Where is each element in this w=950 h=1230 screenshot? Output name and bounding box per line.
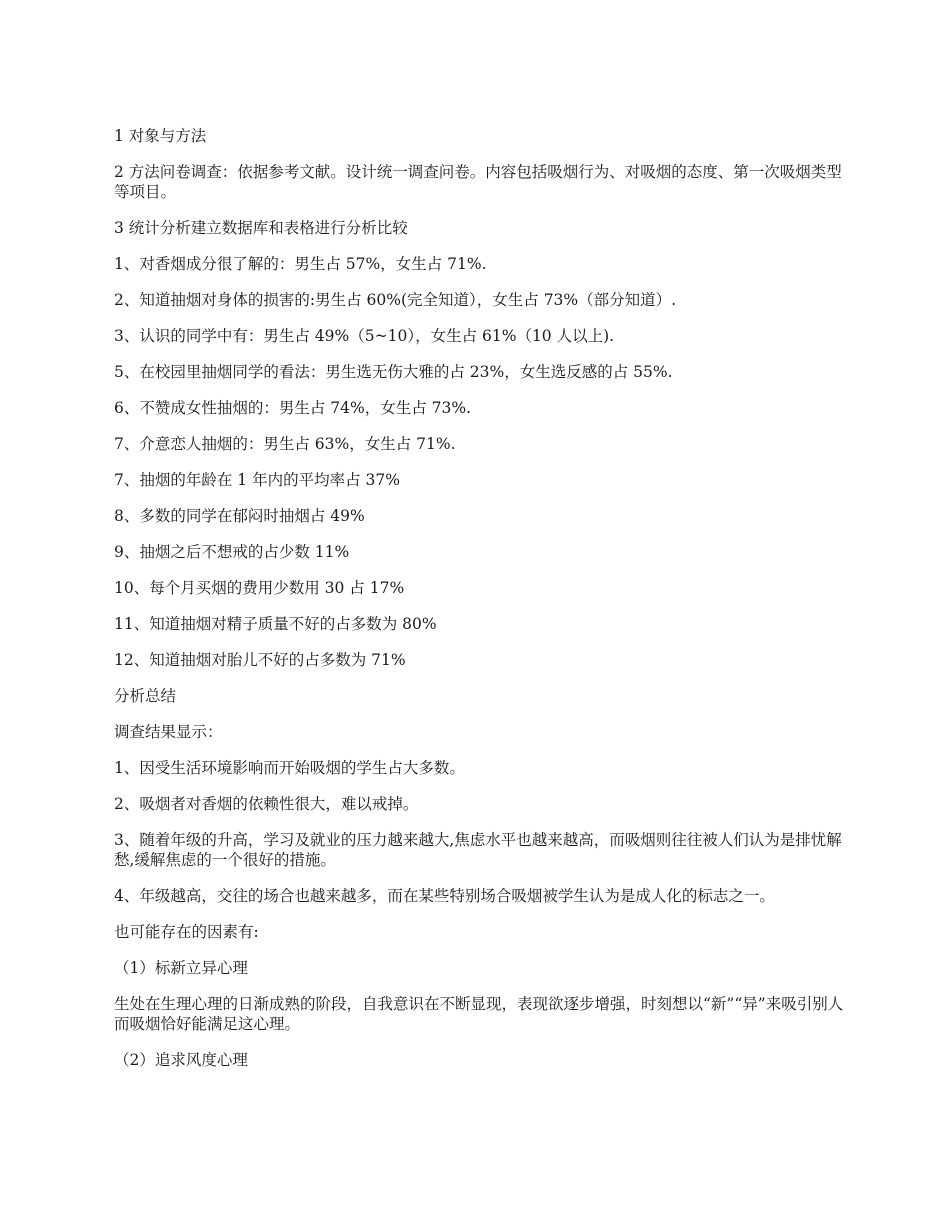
- finding-item: 1、因受生活环境影响而开始吸烟的学生占大多数。: [114, 759, 465, 777]
- result-item: 3、认识的同学中有：男生占 49%（5~10），女生占 61%（10 人以上).: [114, 327, 615, 345]
- document-body: [114, 126, 844, 1086]
- result-item: 2、知道抽烟对身体的损害的:男生占 60%(完全知道），女生占 73%（部分知道）.: [114, 291, 677, 309]
- heading-analysis-summary: 分析总结: [114, 687, 177, 705]
- paragraph-factors-intro: 也可能存在的因素有:: [114, 923, 259, 941]
- result-item: 11、知道抽烟对精子质量不好的占多数为 80%: [114, 615, 437, 633]
- finding-item: 4、年级越高，交往的场合也越来越多，而在某些特别场合吸烟被学生认为是成人化的标志之一。: [114, 887, 775, 905]
- paragraph-survey-intro: 调查结果显示：: [114, 723, 223, 741]
- factor-description: 生处在生理心理的日渐成熟的阶段，自我意识在不断显现，表现欲逐步增强，时刻想以“新”“异”来吸引别人而吸烟恰好能满足这心理。: [114, 995, 844, 1033]
- result-item: 7、抽烟的年龄在 1 年内的平均率占 37%: [114, 471, 400, 489]
- finding-item: 2、吸烟者对香烟的依赖性很大，难以戒掉。: [114, 795, 419, 813]
- finding-item: 3、随着年级的升高，学习及就业的压力越来越大,焦虑水平也越来越高，而吸烟则往往被人们认为是排忧解愁,缓解焦虑的一个很好的措施。: [114, 831, 842, 869]
- result-item: 1、对香烟成分很了解的：男生占 57%，女生占 71%.: [114, 255, 487, 273]
- result-item: 6、不赞成女性抽烟的：男生占 74%，女生占 73%.: [114, 399, 472, 417]
- result-item: 10、每个月买烟的费用少数用 30 占 17%: [114, 579, 405, 597]
- result-item: 5、在校园里抽烟同学的看法：男生选无伤大雅的占 23%，女生选反感的占 55%.: [114, 363, 673, 381]
- factor-heading: （2）追求风度心理: [114, 1051, 248, 1069]
- result-item: 12、知道抽烟对胎儿不好的占多数为 71%: [114, 651, 406, 669]
- paragraph-statistics: 3 统计分析建立数据库和表格进行分析比较: [114, 219, 408, 237]
- heading-objects-methods: 1 对象与方法: [114, 127, 207, 145]
- paragraph-method: 2 方法问卷调查：依据参考文献。设计统一调查问卷。内容包括吸烟行为、对吸烟的态度、第一次吸烟类型等项目。: [114, 163, 842, 201]
- factor-heading: （1）标新立异心理: [114, 959, 248, 977]
- result-item: 9、抽烟之后不想戒的占少数 11%: [114, 543, 350, 561]
- result-item: 8、多数的同学在郁闷时抽烟占 49%: [114, 507, 365, 525]
- result-item: 7、介意恋人抽烟的：男生占 63%，女生占 71%.: [114, 435, 456, 453]
